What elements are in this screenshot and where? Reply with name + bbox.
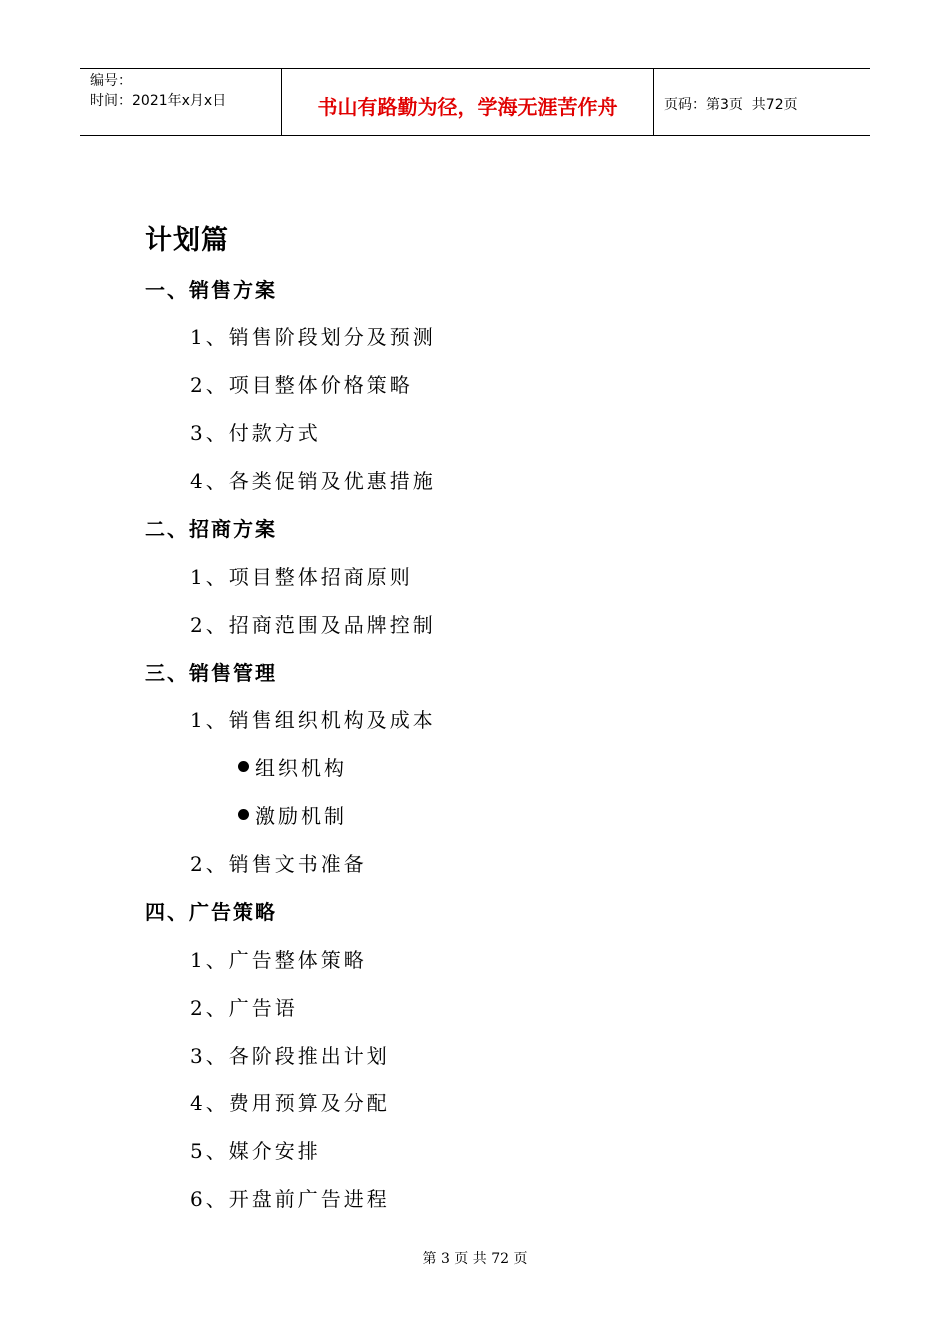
list-item: 3、各阶段推出计划 (190, 1044, 390, 1068)
header-page-cell (654, 69, 870, 135)
list-item: 4、费用预算及分配 (190, 1091, 390, 1115)
bullet-dot-icon (238, 761, 249, 772)
header-page-info: 页码：第3页 共72页 (664, 97, 798, 113)
list-item: 1、广告整体策略 (190, 948, 367, 972)
header-motto-cell (282, 69, 654, 135)
list-item: 6、开盘前广告进程 (190, 1187, 390, 1211)
section-heading-sales-management: 三、销售管理 (145, 661, 277, 685)
list-item: 2、项目整体价格策略 (190, 373, 413, 397)
list-item: 1、项目整体招商原则 (190, 565, 413, 589)
list-item: 5、媒介安排 (190, 1139, 321, 1163)
list-item: 2、招商范围及品牌控制 (190, 613, 436, 637)
bullet-dot-icon (238, 809, 249, 820)
header-meta-cell (80, 69, 282, 135)
header-motto: 书山有路勤为径，学海无涯苦作舟 (317, 94, 618, 119)
document-time-label: 时间：2021年x月x日 (90, 93, 227, 109)
page-header (80, 68, 870, 136)
list-item: 1、销售组织机构及成本 (190, 708, 436, 732)
bullet-item (238, 800, 347, 829)
document-title: 计划篇 (145, 225, 229, 256)
list-item: 1、销售阶段划分及预测 (190, 325, 436, 349)
page-footer: 第 3 页 共 72 页 (422, 1251, 528, 1267)
bullet-item-label: 组织机构 (255, 756, 347, 780)
bullet-item (238, 752, 347, 781)
section-heading-leasing-plan: 二、招商方案 (145, 517, 277, 541)
document-number-label: 编号： (90, 73, 132, 89)
list-item: 2、销售文书准备 (190, 852, 367, 876)
list-item: 4、各类促销及优惠措施 (190, 469, 436, 493)
bullet-item-label: 激励机制 (255, 804, 347, 828)
section-heading-ad-strategy: 四、广告策略 (145, 900, 277, 924)
list-item: 3、付款方式 (190, 421, 321, 445)
list-item: 2、广告语 (190, 996, 298, 1020)
section-heading-sales-plan: 一、销售方案 (145, 278, 277, 302)
